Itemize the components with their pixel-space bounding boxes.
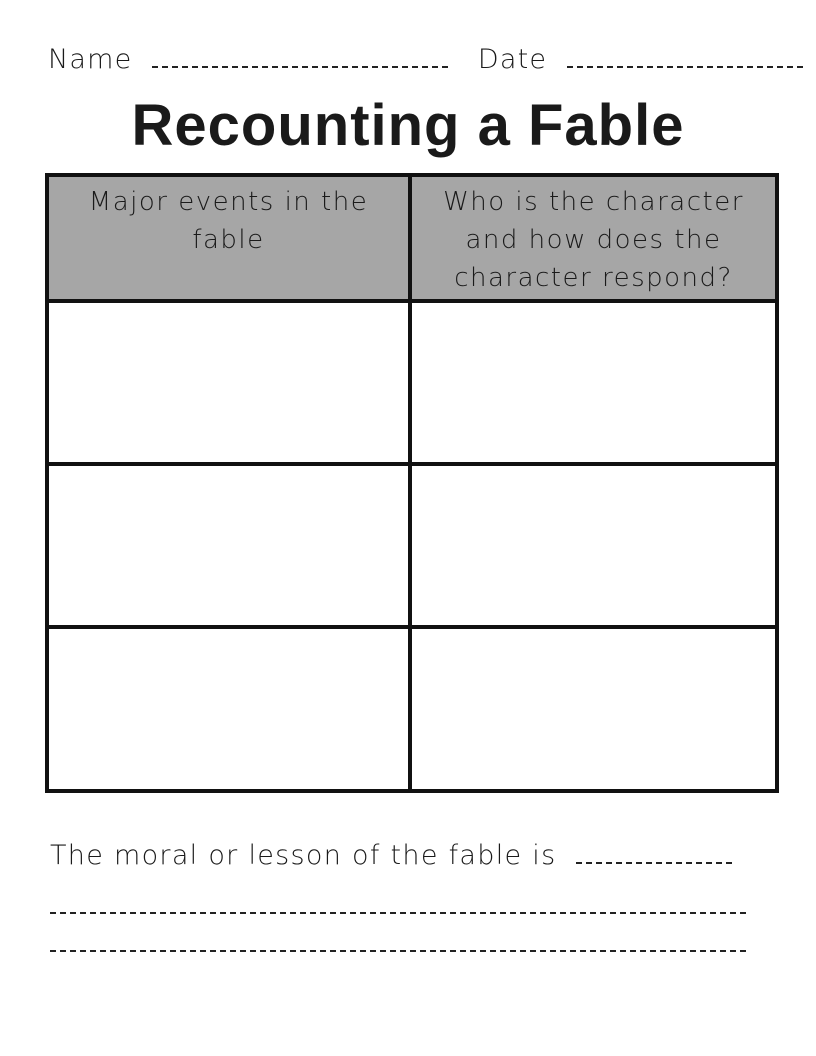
date-label: Date xyxy=(477,44,548,75)
moral-answer-line-1[interactable] xyxy=(576,862,732,864)
fable-table xyxy=(45,173,779,793)
moral-label: The moral or lesson of the fable is xyxy=(50,840,557,871)
table-cell-event-1[interactable] xyxy=(49,303,412,466)
column-header-major-events: Major events in the fable xyxy=(49,177,412,303)
page-title: Recounting a Fable xyxy=(131,93,685,158)
table-cell-response-1[interactable] xyxy=(412,303,775,466)
moral-answer-line-2[interactable] xyxy=(50,912,746,914)
column-header-character-response: Who is the character and how does the character respond? xyxy=(412,177,775,303)
moral-answer-line-3[interactable] xyxy=(50,950,746,952)
table-cell-response-2[interactable] xyxy=(412,466,775,629)
table-cell-response-3[interactable] xyxy=(412,629,775,789)
name-label: Name xyxy=(48,44,133,75)
date-field[interactable] xyxy=(567,66,803,68)
table-cell-event-2[interactable] xyxy=(49,466,412,629)
moral-prompt xyxy=(50,840,770,871)
name-date-line xyxy=(48,44,778,75)
table-cell-event-3[interactable] xyxy=(49,629,412,789)
name-field[interactable] xyxy=(152,66,448,68)
